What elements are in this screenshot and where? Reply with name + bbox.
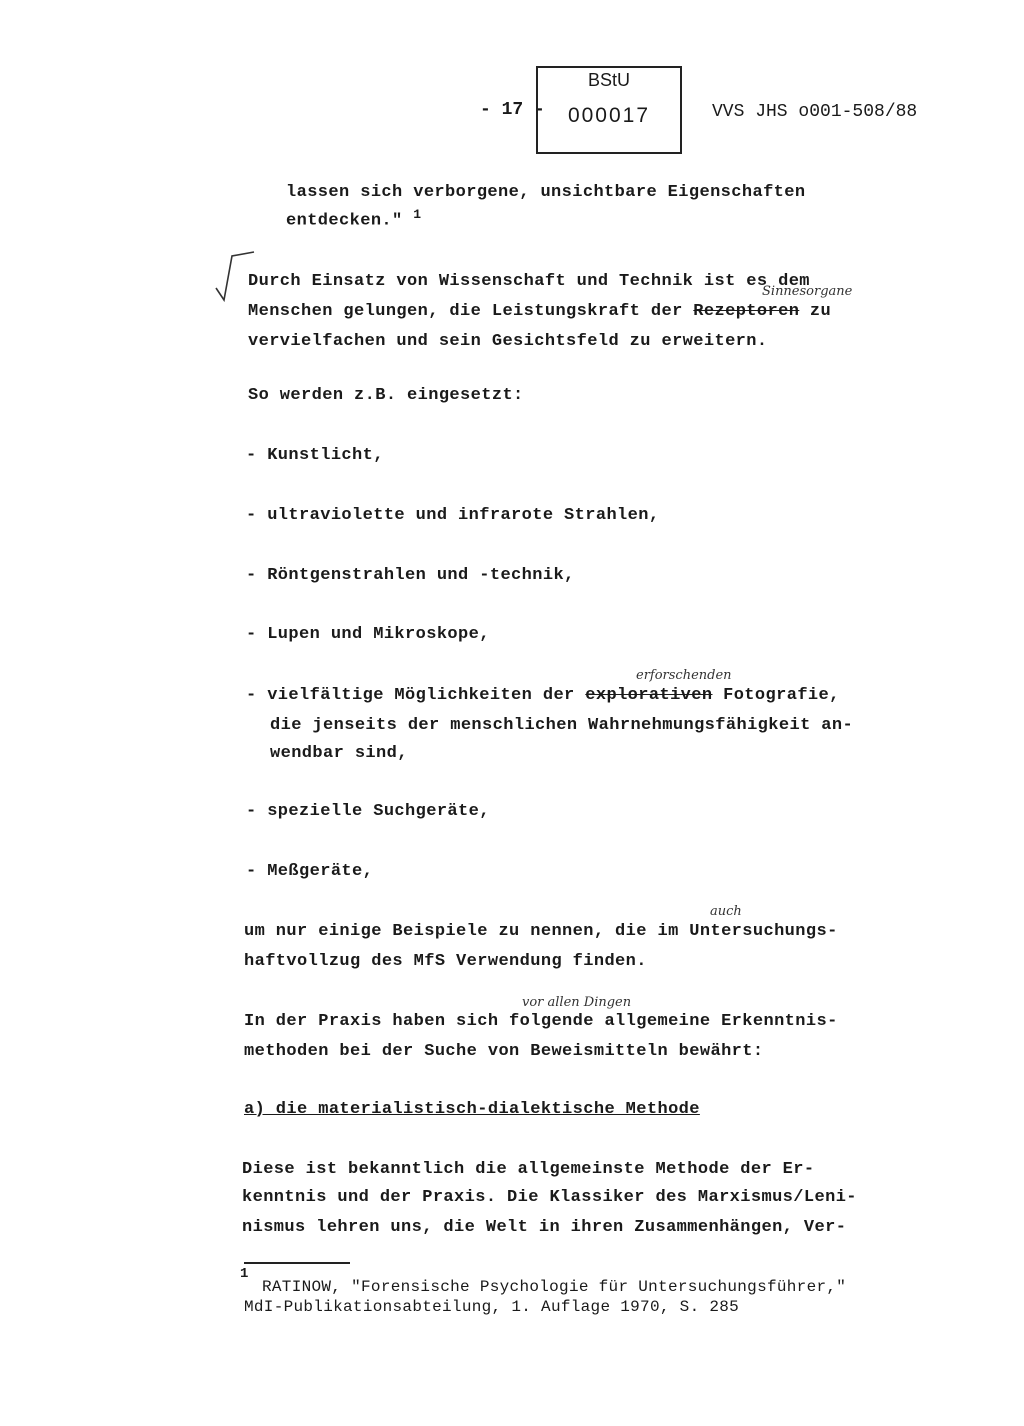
handwritten-vor-allen-dingen: vor allen Dingen — [522, 995, 632, 1010]
section-heading-a: a) die materialistisch-dialektische Methode — [244, 1100, 700, 1119]
stamp-number: 000017 — [567, 104, 651, 127]
quote-line-1: lassen sich verborgene, unsichtbare Eigenschaften — [286, 183, 806, 202]
archive-stamp — [536, 66, 682, 154]
handwritten-sinnesorgane: Sinnesorgane — [762, 284, 853, 299]
list-item-5-line-2: die jenseits der menschlichen Wahrnehmungsfähigkeit an- — [270, 716, 854, 735]
para2-line-1: um nur einige Beispiele zu nennen, die im Untersuchungs- — [244, 922, 838, 941]
handwritten-auch: auch — [710, 904, 742, 919]
list-intro: So werden z.B. eingesetzt: — [248, 386, 524, 405]
para3-line-2: methoden bei der Suche von Beweismitteln bewährt: — [244, 1042, 764, 1061]
para4-line-1: Diese ist bekanntlich die allgemeinste Methode der Er- — [242, 1160, 815, 1179]
footnote-ref: 1 — [413, 207, 422, 222]
footnote-line-2: MdI-Publikationsabteilung, 1. Auflage 1970, S. 285 — [244, 1298, 740, 1316]
list-item: - Lupen und Mikroskope, — [246, 625, 490, 644]
list-item: - Meßgeräte, — [246, 862, 374, 881]
footnote-line-1: RATINOW, "Forensische Psychologie für Untersuchungsführer," — [262, 1278, 847, 1296]
list-item-5-line-3: wendbar sind, — [270, 744, 408, 763]
para1-line-3: vervielfachen und sein Gesichtsfeld zu erweitern. — [248, 332, 768, 351]
page-number-text: - 17 - — [480, 100, 545, 120]
struck-explorativen: explorativen — [585, 686, 713, 705]
para1-line-1 — [248, 272, 810, 291]
para1-line-2b: zu — [799, 302, 832, 321]
quote-line-2 — [286, 207, 421, 231]
footnote-divider — [244, 1262, 350, 1264]
para1-line-2a: Menschen gelungen, die Leistungskraft der — [248, 302, 694, 321]
para2-line-2: haftvollzug des MfS Verwendung finden. — [244, 952, 647, 971]
list-item: - ultraviolette und infrarote Strahlen, — [246, 506, 660, 525]
item5-line-1b: Fotografie, — [712, 686, 840, 705]
para1-line-1a: Durch Einsatz von Wissenschaft und Technik — [248, 272, 704, 291]
handwritten-erforschenden: erforschenden — [636, 668, 732, 683]
para4-line-2: kenntnis und der Praxis. Die Klassiker des Marxismus/Leni- — [242, 1188, 857, 1207]
list-item: - spezielle Suchgeräte, — [246, 802, 490, 821]
document-reference: VVS JHS o001-508/88 — [712, 102, 918, 122]
footnote-marker: 1 — [240, 1266, 249, 1282]
item5-line-1a: - vielfältige Möglichkeiten der — [246, 686, 586, 705]
list-item-5-line-1 — [246, 686, 840, 705]
para3-line-1: In der Praxis haben sich folgende allgemeine Erkenntnis- — [244, 1012, 838, 1031]
list-item: - Kunstlicht, — [246, 446, 384, 465]
stamp-label: BStU — [587, 70, 630, 90]
list-item: - Röntgenstrahlen und -technik, — [246, 566, 575, 585]
struck-rezeptoren: Rezeptoren — [693, 302, 800, 321]
quote-line-2-text: entdecken." — [286, 211, 403, 231]
para1-line-1b: ist es dem — [703, 272, 810, 291]
para1-line-2 — [248, 302, 831, 321]
para4-line-3: nismus lehren uns, die Welt in ihren Zusammenhängen, Ver- — [242, 1218, 847, 1237]
